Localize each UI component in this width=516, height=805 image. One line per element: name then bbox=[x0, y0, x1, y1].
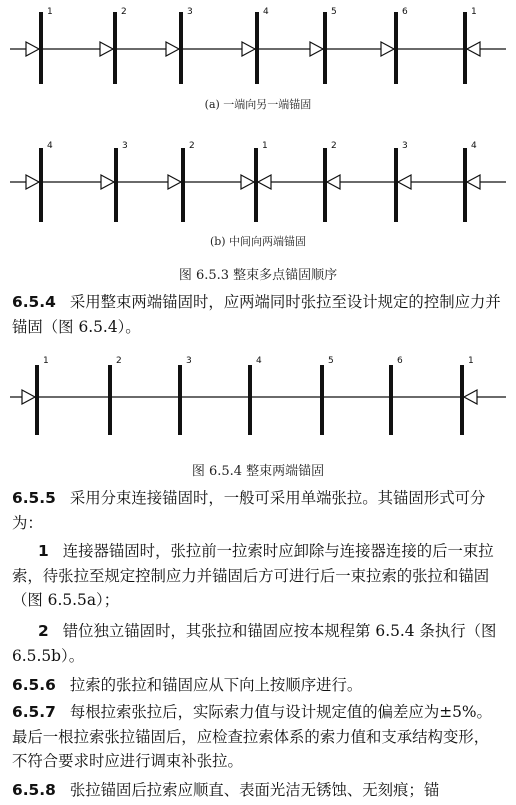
arrow-left-icon bbox=[258, 175, 271, 189]
paragraph-text: 每根拉索张拉后，实际索力值与设计规定值的偏差应为±5%。最后一根拉索张拉锚固后，应检查拉索体系的索力值和支承结构变形，不符合要求时应进行调束补张拉。 bbox=[12, 703, 492, 770]
anchor-label: 4 bbox=[47, 141, 53, 151]
section-number: 6.5.5 bbox=[12, 489, 56, 507]
section-number: 6.5.6 bbox=[12, 676, 56, 694]
list-item-1 bbox=[12, 539, 504, 613]
anchor-label: 3 bbox=[186, 356, 192, 366]
figure-a-caption: (a) 一端向另一端锚固 bbox=[204, 98, 312, 111]
anchor-post bbox=[463, 148, 467, 222]
anchor-post bbox=[108, 365, 112, 435]
paragraph-text: 张拉锚固后拉索应顺直、表面光洁无锈蚀、无刻痕；锚 bbox=[69, 781, 440, 799]
figure-a-diagram bbox=[0, 0, 516, 100]
anchor-label: 1 bbox=[471, 7, 477, 17]
figure-653-caption: 图 6.5.3 整束多点锚固顺序 bbox=[178, 268, 338, 283]
arrow-left-icon bbox=[464, 390, 477, 404]
anchor-post bbox=[254, 148, 258, 222]
anchor-post bbox=[320, 365, 324, 435]
arrow-left-icon bbox=[398, 175, 411, 189]
item-number: 2 bbox=[38, 622, 49, 640]
anchor-label: 2 bbox=[121, 7, 127, 17]
paragraph-text: 采用分束连接锚固时，一般可采用单端张拉。其锚固形式可分为： bbox=[12, 489, 486, 532]
anchor-post bbox=[113, 12, 117, 84]
arrow-right-icon bbox=[381, 42, 394, 56]
anchor-label: 4 bbox=[471, 141, 477, 151]
paragraph-text: 采用整束两端锚固时，应两端同时张拉至设计规定的控制应力并锚固（图 6.5.4）。 bbox=[12, 293, 501, 336]
anchor-label: 2 bbox=[189, 141, 195, 151]
anchor-label: 5 bbox=[331, 7, 337, 17]
arrow-left-icon bbox=[327, 175, 340, 189]
figure-b-caption: (b) 中间向两端锚固 bbox=[209, 235, 307, 248]
anchor-post bbox=[255, 12, 259, 84]
section-number: 6.5.7 bbox=[12, 703, 56, 721]
anchor-label: 2 bbox=[116, 356, 122, 366]
anchor-post bbox=[389, 365, 393, 435]
anchor-label: 2 bbox=[331, 141, 337, 151]
anchor-post bbox=[394, 148, 398, 222]
item-text: 连接器锚固时，张拉前一拉索时应卸除与连接器连接的后一束拉索，待张拉至规定控制应力并锚固后方可进行后一束拉索的张拉和锚固（图 6.5.5a）； bbox=[12, 542, 494, 609]
anchor-post bbox=[248, 365, 252, 435]
paragraph-6-5-6 bbox=[12, 673, 504, 698]
anchor-post bbox=[463, 12, 467, 84]
item-text: 错位独立锚固时，其张拉和锚固应按本规程第 6.5.4 条执行（图 6.5.5b）。 bbox=[12, 622, 497, 665]
anchor-post bbox=[460, 365, 464, 435]
anchor-label: 1 bbox=[468, 356, 474, 366]
anchor-label: 3 bbox=[187, 7, 193, 17]
arrow-right-icon bbox=[242, 42, 255, 56]
paragraph-6-5-5 bbox=[12, 486, 504, 535]
anchor-label: 6 bbox=[397, 356, 403, 366]
list-item-2 bbox=[12, 619, 504, 668]
anchor-label: 3 bbox=[402, 141, 408, 151]
anchor-label: 3 bbox=[122, 141, 128, 151]
anchor-post bbox=[178, 365, 182, 435]
arrow-right-icon bbox=[100, 42, 113, 56]
figure-b-diagram bbox=[0, 136, 516, 231]
section-number: 6.5.8 bbox=[12, 781, 56, 799]
anchor-label: 5 bbox=[328, 356, 334, 366]
anchor-post bbox=[39, 12, 43, 84]
anchor-post bbox=[114, 148, 118, 222]
anchor-post bbox=[394, 12, 398, 84]
section-number: 6.5.4 bbox=[12, 293, 56, 311]
anchor-label: 4 bbox=[263, 7, 269, 17]
anchor-post bbox=[323, 12, 327, 84]
anchor-label: 1 bbox=[262, 141, 268, 151]
arrow-right-icon bbox=[166, 42, 179, 56]
anchor-post bbox=[323, 148, 327, 222]
arrow-right-icon bbox=[26, 42, 39, 56]
paragraph-6-5-8 bbox=[12, 778, 504, 803]
anchor-label: 6 bbox=[402, 7, 408, 17]
anchor-label: 1 bbox=[47, 7, 53, 17]
paragraph-6-5-4 bbox=[12, 290, 504, 339]
anchor-label: 4 bbox=[256, 356, 262, 366]
item-number: 1 bbox=[38, 542, 49, 560]
arrow-left-icon bbox=[467, 42, 480, 56]
figure-654-diagram bbox=[0, 345, 516, 445]
arrow-right-icon bbox=[310, 42, 323, 56]
anchor-post bbox=[179, 12, 183, 84]
paragraph-6-5-7 bbox=[12, 700, 504, 774]
arrow-right-icon bbox=[26, 175, 39, 189]
arrow-right-icon bbox=[241, 175, 254, 189]
arrow-left-icon bbox=[467, 175, 480, 189]
paragraph-text: 拉索的张拉和锚固应从下向上按顺序进行。 bbox=[69, 676, 363, 694]
anchor-label: 1 bbox=[43, 356, 49, 366]
arrow-right-icon bbox=[101, 175, 114, 189]
anchor-post bbox=[35, 365, 39, 435]
anchor-post bbox=[39, 148, 43, 222]
anchor-post bbox=[181, 148, 185, 222]
arrow-right-icon bbox=[168, 175, 181, 189]
arrow-right-icon bbox=[22, 390, 35, 404]
figure-654-caption: 图 6.5.4 整束两端锚固 bbox=[191, 464, 325, 479]
